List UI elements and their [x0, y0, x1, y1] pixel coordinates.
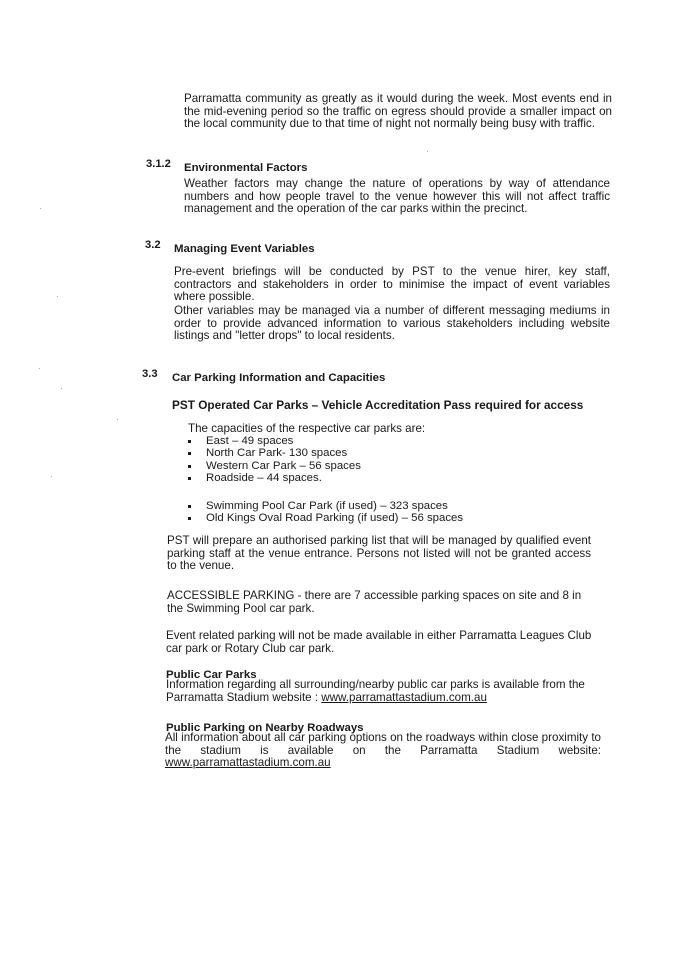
scan-speck: [40, 208, 41, 209]
public-car-parks-paragraph: [166, 679, 596, 704]
intro-paragraph-block: [184, 93, 612, 131]
roadways-line-2: the stadium is available on the Parramatta Stadium website:: [165, 743, 601, 757]
capacities-intro-block: [188, 423, 425, 436]
event-parking-paragraph: Event related parking will not be made available in either Parramatta Leagues Club car park or Rotary Club car park.: [166, 629, 592, 655]
list-item: North Car Park- 130 spaces: [186, 447, 506, 459]
scan-speck: [57, 296, 58, 297]
scan-speck: [61, 388, 62, 389]
list-item: Swimming Pool Car Park (if used) – 323 spaces: [186, 500, 526, 512]
public-parking-roadways-block: [165, 732, 601, 770]
pre-event-briefings-paragraph: Pre-event briefings will be conducted by PST to the venue hirer, key staff, contractors and stakeholders in order to minimise the impact of event variables where possible.: [174, 265, 610, 304]
public-car-parks-block: [166, 679, 596, 704]
public-parking-roadways-heading: Public Parking on Nearby Roadways: [166, 722, 364, 734]
section-title: Environmental Factors: [184, 162, 308, 174]
section-heading-environmental-factors: [184, 158, 307, 176]
car-park-list-main: [186, 435, 506, 485]
section-number-3-2: 3.2: [145, 239, 161, 251]
scan-speck: [427, 151, 428, 152]
list-item: Western Car Park – 56 spaces: [186, 460, 506, 472]
other-variables-paragraph: Other variables may be managed via a number of different messaging mediums in order to provide advanced information to various stakeholders including website listings and "letter drops" to local residents.: [174, 304, 610, 343]
section-heading-car-parking: [172, 368, 385, 386]
intro-paragraph: Parramatta community as greatly as it would during the week. Most events end in the mid-evening period so the traffic on egress should provide a smaller impact on the local community due to that time of night not normally being busy with traffic.: [184, 92, 612, 131]
accessible-parking-block: [167, 590, 597, 615]
car-park-list-optional: [186, 500, 526, 525]
environmental-factors-block: [184, 178, 610, 216]
section-heading-managing-event-variables: [174, 239, 315, 257]
parramatta-stadium-link[interactable]: www.parramattastadium.com.au: [165, 756, 331, 770]
section-number-3-1-2: 3.1.2: [146, 158, 171, 170]
section-number-3-3: 3.3: [142, 368, 158, 380]
other-variables-block: [174, 305, 610, 343]
parking-list-block: [167, 535, 591, 573]
list-item: Old Kings Oval Road Parking (if used) – 56 spaces: [186, 512, 526, 524]
scan-speck: [117, 419, 118, 420]
parking-list-paragraph: PST will prepare an authorised parking list that will be managed by qualified event parking staff at the venue entrance. Persons not listed will not be granted access to the venue.: [167, 534, 591, 573]
subheading-text: PST Operated Car Parks – Vehicle Accreditation Pass required for access: [172, 398, 584, 412]
public-car-parks-heading: Public Car Parks: [166, 669, 257, 681]
accessible-parking-paragraph: ACCESSIBLE PARKING - there are 7 accessible parking spaces on site and 8 in the Swimming Pool car park.: [167, 589, 582, 615]
roadways-line-1: All information about all car parking options on the roadways within close proximity to: [165, 731, 601, 744]
capacities-intro: The capacities of the respective car parks are:: [188, 422, 426, 435]
subheading-pst-operated-car-parks: [172, 396, 583, 414]
roadways-line-3: [165, 757, 601, 770]
section-title: Managing Event Variables: [174, 243, 315, 255]
event-parking-block: [166, 630, 596, 655]
public-car-parks-text: Information regarding all surrounding/nearby public car parks is available from the Parramatta Stadium website :: [166, 678, 585, 704]
environmental-factors-paragraph: Weather factors may change the nature of operations by way of attendance numbers and how people travel to the venue however this will not affect traffic management and the operation of the car parks within the precinct.: [184, 177, 610, 216]
pre-event-briefings-block: [174, 266, 610, 304]
scan-speck: [51, 476, 52, 477]
list-item: Roadside – 44 spaces.: [186, 472, 506, 484]
parramatta-stadium-link[interactable]: www.parramattastadium.com.au: [321, 690, 487, 704]
section-title: Car Parking Information and Capacities: [172, 372, 386, 384]
scan-speck: [39, 368, 40, 369]
list-item: East – 49 spaces: [186, 435, 506, 447]
